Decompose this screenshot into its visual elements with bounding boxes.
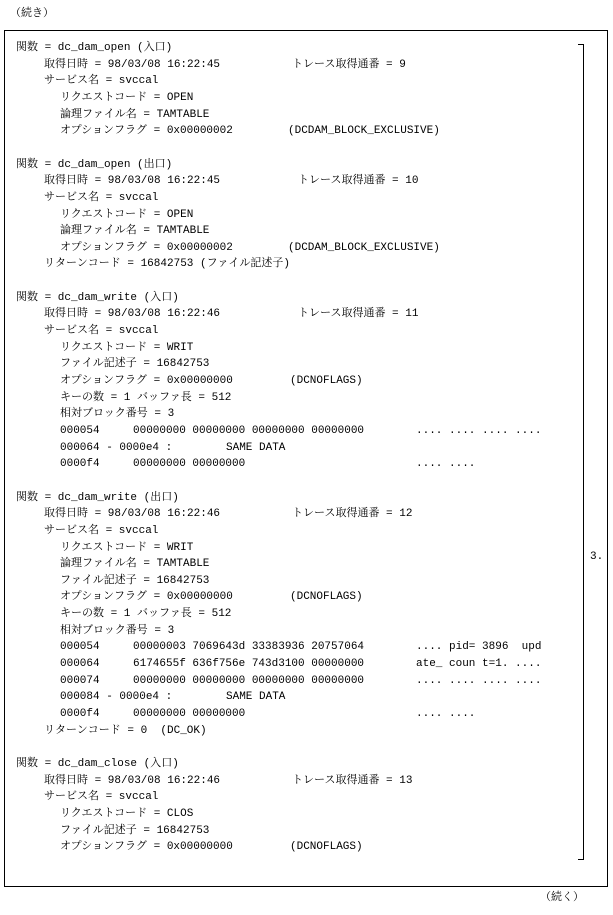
ascii-data: .... pid= 3896 upd [416,641,542,654]
ascii-data: .... .... .... .... [416,424,542,437]
continued-from-note: （続き） [10,8,54,20]
trace-field: 関数 = dc_dam_open (出口) [16,158,173,171]
trace-field: リクエストコード = OPEN [60,208,194,221]
trace-field: 取得日時 = 98/03/08 16:22:45 [44,175,221,188]
trace-field: キーの数 = 1 バッファ長 = 512 [60,391,232,404]
trace-field: 論理ファイル名 = TAMTABLE [60,558,210,571]
trace-field: リクエストコード = WRIT [60,541,194,554]
section-number: 3. [590,551,604,563]
trace-field: リターンコード = 16842753 (ファイル記述子) [44,258,290,271]
trace-field: ファイル記述子 = 16842753 [60,574,210,587]
trace-field-aux: (DCNOFLAGS) [290,375,363,387]
trace-field-aux: (DCNOFLAGS) [290,841,363,854]
trace-field: 関数 = dc_dam_write (入口) [16,291,179,304]
ascii-data: .... .... .... .... [416,674,542,687]
section-bracket [578,44,584,860]
trace-field: リクエストコード = CLOS [60,807,194,820]
hex-data: 00000000 00000000 00000000 00000000 [133,674,365,687]
trace-field: 取得日時 = 98/03/08 16:22:46 [44,774,221,787]
trace-field: 相対ブロック番号 = 3 [60,408,175,421]
hex-data: 6174655f 636f756e 743d3100 00000000 [133,658,365,671]
trace-field: リターンコード = 0 (DC_OK) [44,724,207,737]
trace-field: サービス名 = svccal [44,791,159,804]
trace-field-aux: トレース取得通番 = 10 [298,175,419,188]
trace-field-aux: (DCDAM_BLOCK_EXCLUSIVE) [288,125,440,138]
trace-field: オプションフラグ = 0x00000002 [60,125,233,138]
trace-field: 取得日時 = 98/03/08 16:22:45 [44,58,221,71]
trace-field: 取得日時 = 98/03/08 16:22:46 [44,308,221,321]
hex-data: 00000003 7069643d 33383936 20757064 [133,641,365,654]
hex-data: 00000000 00000000 [133,708,246,720]
trace-field: 関数 = dc_dam_open (入口) [16,42,173,54]
hex-offset: 000054 [60,641,100,654]
trace-field-aux: トレース取得通番 = 12 [292,508,413,521]
ascii-data: ate_ coun t=1. .... [416,658,542,671]
trace-field: リクエストコード = OPEN [60,91,194,104]
hex-data: 00000000 00000000 [133,458,246,471]
same-data-label: SAME DATA [226,441,286,454]
trace-field: サービス名 = svccal [44,191,159,204]
trace-field: リクエストコード = WRIT [60,341,194,354]
trace-field: ファイル記述子 = 16842753 [60,358,210,371]
hex-offset: 000054 [60,424,100,437]
same-data-label: SAME DATA [226,691,286,704]
ascii-data: .... .... [416,708,476,720]
trace-field: オプションフラグ = 0x00000000 [60,375,233,387]
trace-field: サービス名 = svccal [44,325,159,338]
trace-field: 論理ファイル名 = TAMTABLE [60,225,210,238]
trace-field: 論理ファイル名 = TAMTABLE [60,108,210,121]
trace-field: 関数 = dc_dam_close (入口) [16,757,179,770]
trace-field-aux: トレース取得通番 = 11 [298,308,419,321]
trace-field: 取得日時 = 98/03/08 16:22:46 [44,508,221,521]
trace-field: ファイル記述子 = 16842753 [60,824,210,837]
trace-field-aux: (DCNOFLAGS) [290,591,363,604]
continued-note: （続く） [540,892,584,904]
trace-field-aux: トレース取得通番 = 9 [292,58,406,71]
trace-field: オプションフラグ = 0x00000000 [60,841,233,854]
trace-field: 相対ブロック番号 = 3 [60,624,175,637]
hex-offset: 0000f4 [60,708,100,720]
trace-field-aux: (DCDAM_BLOCK_EXCLUSIVE) [288,241,440,254]
trace-field-aux: トレース取得通番 = 13 [292,774,413,787]
trace-field: サービス名 = svccal [44,524,159,537]
hex-data: 00000000 00000000 00000000 00000000 [133,424,365,437]
hex-offset: 0000f4 [60,458,100,471]
hex-offset: 000074 [60,674,100,687]
hex-offset: 000084 - 0000e4 : [60,691,173,704]
trace-field: 関数 = dc_dam_write (出口) [16,491,179,504]
ascii-data: .... .... [416,458,476,471]
hex-offset: 000064 [60,658,100,671]
hex-offset: 000064 - 0000e4 : [60,441,173,454]
trace-field: キーの数 = 1 バッファ長 = 512 [60,608,232,621]
trace-field: オプションフラグ = 0x00000002 [60,241,233,254]
trace-field: サービス名 = svccal [44,75,159,88]
trace-field: オプションフラグ = 0x00000000 [60,591,233,604]
